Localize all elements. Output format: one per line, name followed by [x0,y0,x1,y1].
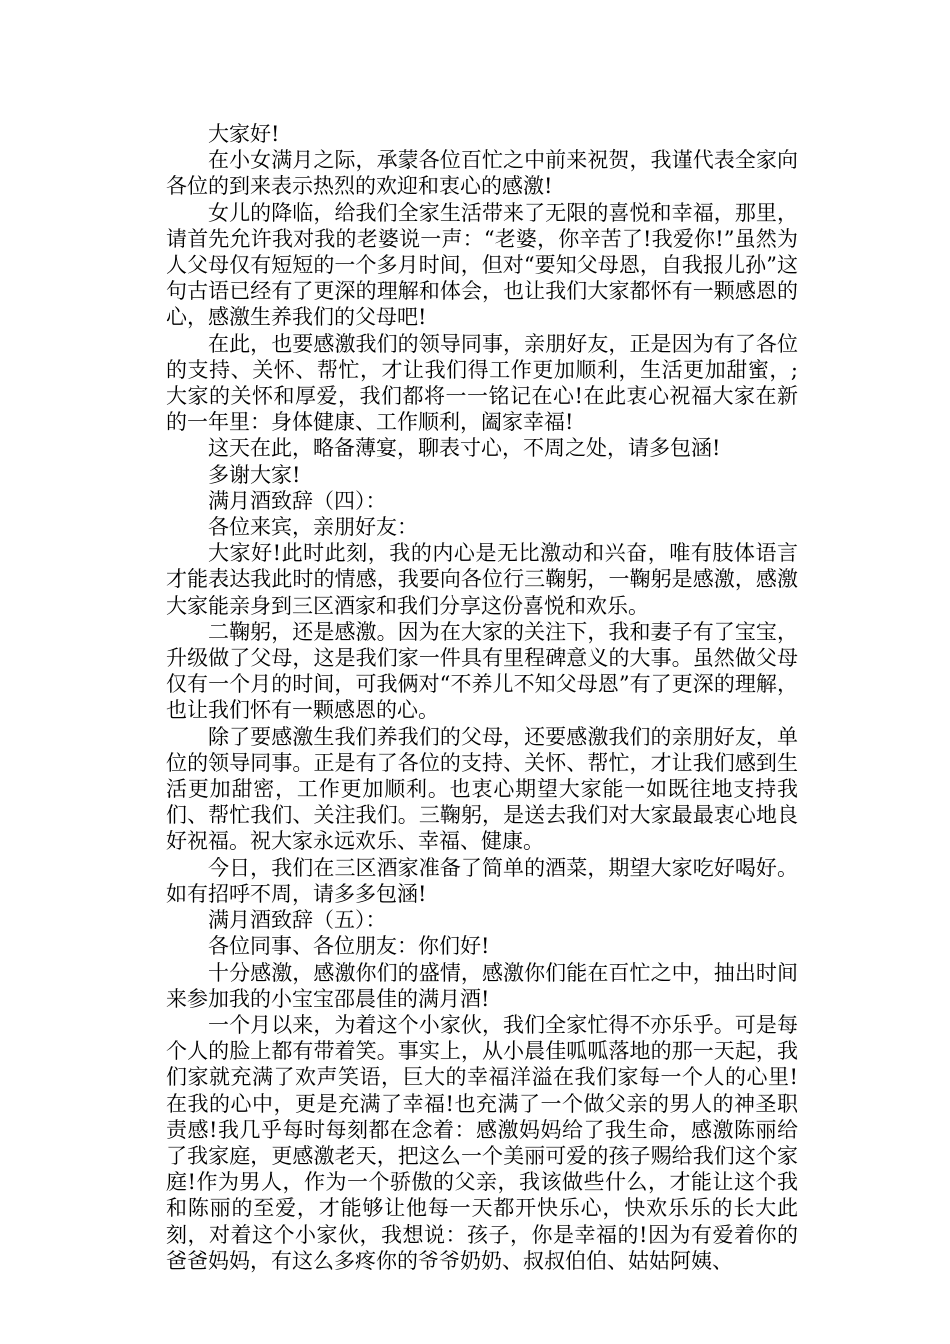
paragraph-greeting: 大家好! [208,122,280,146]
paragraph-one-month: 一个月以来，为着这个小家伙，我们全家忙得不亦乐乎。可是每个人的脸上都有带着笑。事实上，从小晨佳呱呱落地的那一天起，我们家就充满了欢声笑语，巨大的幸福洋溢在我们家每一个人的心里!在我的心中，更是充满了幸福!也充满了一个做父亲的男人的神圣职责感!我几乎每时每刻都在念着：感激妈妈给了我生命，感激陈丽给了我家庭，更感激老天，把这么一个美丽可爱的孩子赐给我们这个家庭!作为男人，作为一个骄傲的父亲，我该做些什么，才能让这个我和陈丽的至爱，才能够让他每一天都开快乐心，快欢乐乐的长大此刻，对着这个小家伙，我想说：孩子，你是幸福的!因为有爱着你的爸爸妈妈，有这么多疼你的爷爷奶奶、叔叔伯伯、姑姑阿姨、 [166,1012,798,1273]
paragraph-salutation-four: 各位来宾，亲朋好友： [208,515,418,540]
section-heading-five: 满月酒致辞（五）： [208,908,387,933]
document-body [166,121,798,1274]
paragraph-first-bow: 大家好!此时此刻，我的内心是无比激动和兴奋，唯有肢体语言才能表达我此时的情感，我要向各位行三鞠躬，一鞠躬是感激，感激大家能亲身到三区酒家和我们分享这份喜悦和欢乐。 [166,541,798,618]
paragraph-third-bow: 除了要感激生我们养我们的父母，还要感激我们的亲朋好友，单位的领导同事。正是有了各位的支持、关怀、帮忙，才让我们感到生活更加甜密，工作更加顺利。也衷心期望大家能一如既往地支持我们、帮忙我们、关注我们。三鞠躬，是送去我们对大家最最衷心地良好祝福。祝大家永远欢乐、幸福、健康。 [166,724,798,854]
paragraph-banquet: 这天在此，略备薄宴，聊表寸心，不周之处，请多包涵! [208,436,721,461]
paragraph-welcome: 在小女满月之际，承蒙各位百忙之中前来祝贺，我谨代表全家向各位的到来表示热烈的欢迎和衷心的感激! [166,148,798,199]
paragraph-daughter-arrival: 女儿的降临，给我们全家生活带来了无限的喜悦和幸福，那里，请首先允许我对我的老婆说一声：“老婆，你辛苦了!我爱你!”虽然为人父母仅有短短的一个多月时间，但对“要知父母恩，自我报儿孙”这句古语已经有了更深的理解和体会，也让我们大家都怀有一颗感恩的心，感激生养我们的父母吧! [166,200,798,330]
paragraph-thank-all: 多谢大家! [208,462,301,487]
paragraph-dinner: 今日，我们在三区酒家准备了简单的酒菜，期望大家吃好喝好。如有招呼不周，请多多包涵! [166,855,798,906]
paragraph-gratitude: 十分感激，感激你们的盛情，感激你们能在百忙之中，抽出时间来参加我的小宝宝邵晨佳的满月酒! [166,960,798,1011]
paragraph-salutation-five: 各位同事、各位朋友：你们好! [208,934,490,959]
section-heading-four: 满月酒致辞（四）： [208,488,387,513]
paragraph-thanks-colleagues: 在此，也要感激我们的领导同事，亲朋好友，正是因为有了各位的支持、关怀、帮忙，才让我们得工作更加顺利，生活更加甜蜜，;大家的关怀和厚爱，我们都将一一铭记在心!在此衷心祝福大家在新的一年里：身体健康、工作顺利，阖家幸福! [166,331,798,435]
paragraph-second-bow: 二鞠躬，还是感激。因为在大家的关注下，我和妻子有了宝宝，升级做了父母，这是我们家一件具有里程碑意义的大事。虽然做父母仅有一个月的时间，可我俩对“不养儿不知父母恩”有了更深的理解，也让我们怀有一颗感恩的心。 [166,619,798,723]
